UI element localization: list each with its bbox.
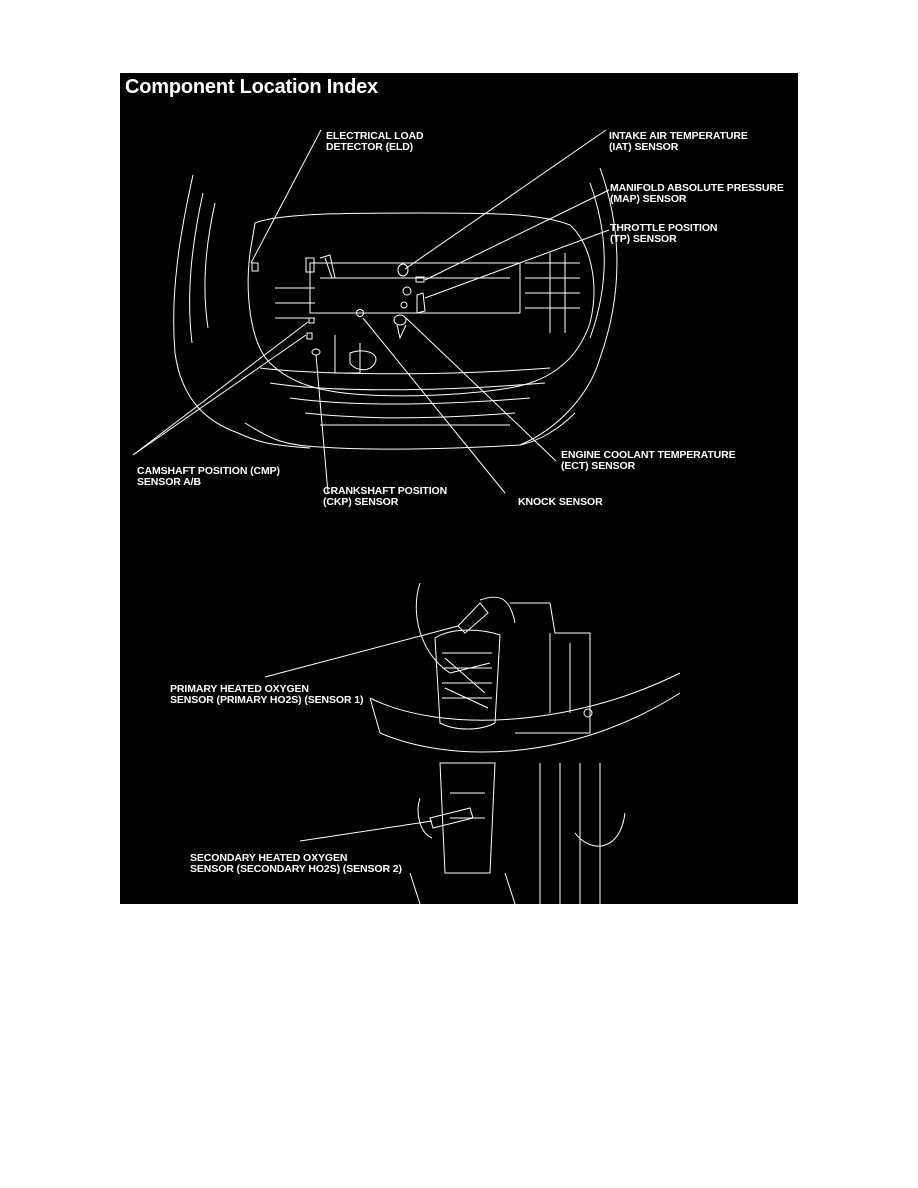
label-throttle-position-sensor: THROTTLE POSITION (TP) SENSOR: [610, 222, 718, 245]
label-engine-coolant-temperature-sensor: ENGINE COOLANT TEMPERATURE (ECT) SENSOR: [561, 449, 736, 472]
label-primary-heated-oxygen-sensor: PRIMARY HEATED OXYGEN SENSOR (PRIMARY HO2S) (SENSOR 1): [170, 683, 364, 706]
label-electrical-load-detector: ELECTRICAL LOAD DETECTOR (ELD): [326, 130, 424, 153]
label-secondary-heated-oxygen-sensor: SECONDARY HEATED OXYGEN SENSOR (SECONDARY HO2S) (SENSOR 2): [190, 852, 402, 875]
component-location-diagram: [120, 73, 798, 904]
page-title: Component Location Index: [125, 76, 378, 98]
label-intake-air-temperature-sensor: INTAKE AIR TEMPERATURE (IAT) SENSOR: [609, 130, 748, 153]
engine-bay-illustration: [133, 130, 617, 493]
label-crankshaft-position-sensor: CRANKSHAFT POSITION (CKP) SENSOR: [323, 485, 448, 508]
label-knock-sensor: KNOCK SENSOR: [518, 496, 603, 508]
label-manifold-absolute-pressure-sensor: MANIFOLD ABSOLUTE PRESSURE (MAP) SENSOR: [610, 182, 784, 205]
label-camshaft-position-sensor: CAMSHAFT POSITION (CMP) SENSOR A/B: [137, 465, 280, 488]
